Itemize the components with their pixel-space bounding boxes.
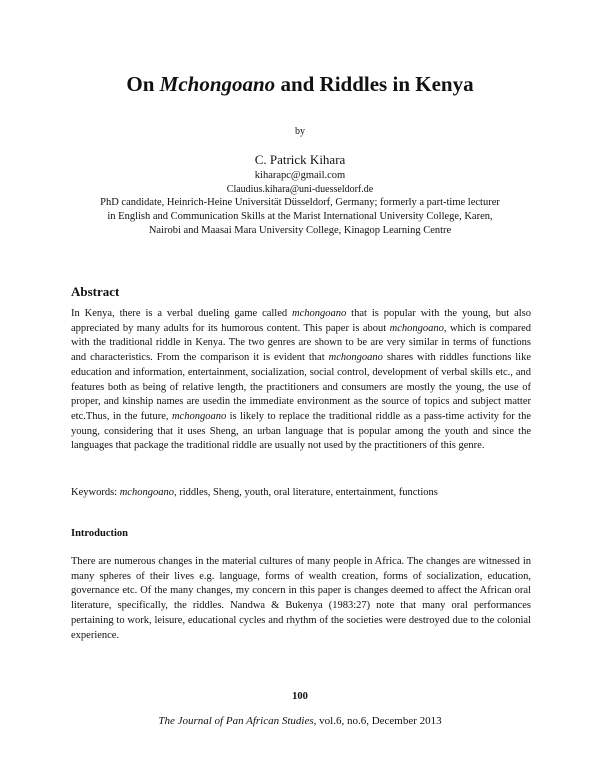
keywords-italic: mchongoano (119, 487, 174, 498)
introduction-heading: Introduction (71, 528, 128, 539)
affiliation-line: Nairobi and Maasai Mara University College, Kinagop Learning Centre (148, 225, 452, 236)
keywords-line (71, 487, 438, 498)
journal-name: The Journal of Pan African Studies (158, 715, 314, 727)
author-email-secondary[interactable]: Claudius.kihara@uni-duesseldorf.de (226, 184, 374, 195)
title-italic-word: Mchongoano (159, 72, 276, 96)
abstract-text-2: that is popular with the young, but also appreciated by many adults for its humorous content. This paper is about (71, 308, 531, 334)
affiliation-line: PhD candidate, Heinrich-Heine Universität Düsseldorf, Germany; formerly a part-time lecturer (100, 197, 500, 208)
abstract-heading: Abstract (71, 284, 120, 299)
abstract-text-5: is likely to replace the traditional riddle as a pass-time activity for the young, considering that it uses Sheng, an urban language that is popular among the youth and since the languages that package the traditional riddle are usually not used by the practitioners of this genre. (71, 410, 531, 452)
abstract-paragraph (71, 307, 531, 454)
paper-title (0, 72, 600, 97)
byline: by (295, 126, 305, 137)
abstract-text-3: , which is compared with the traditional riddle in Kenya. The two genres are shown to be are very similar in terms of functions and characteristics. From the comparison it is evident that (71, 322, 531, 364)
journal-issue: , vol.6, no.6, December 2013 (313, 715, 442, 727)
author-affiliation (0, 196, 600, 238)
introduction-paragraph: There are numerous changes in the material cultures of many people in Africa. The changes are witnessed in many spheres of their lives e.g. language, forms of wealth creation, forms of socialization, education, governance etc. Of the many changes, my concern in this paper is changes deemed to affect the African oral literature, specifically, the riddles. Nandwa & Bukenya (1983:27) note that many oral performances pertaining to work, leisure, educational cycles and rhythm of the societies were destroyed due to the colonial experience. (71, 556, 531, 641)
affiliation-line: in English and Communication Skills at the Marist International University College, Karen, (107, 211, 493, 222)
author-name: C. Patrick Kihara (254, 152, 346, 167)
page-number: 100 (292, 691, 308, 702)
abstract-text-4: shares with riddles functions like education and information, entertainment, socialization, social control, development of verbal skills etc., and features both as being of relative length, the practitioners and consumers are mostly the young, the use of proper, and kinship names are usedin the immediate environment as the source of topics and subject matter etc.Thus, in the future, (71, 352, 532, 422)
keywords-label: Keywords: (71, 487, 120, 498)
abstract-term: mchongoano (328, 352, 383, 364)
author-email-primary[interactable]: kiharapc@gmail.com (254, 170, 346, 181)
journal-footer (0, 715, 600, 727)
keywords-list: , riddles, Sheng, youth, oral literature, entertainment, functions (173, 487, 438, 498)
abstract-text-1: In Kenya, there is a verbal dueling game called (71, 308, 293, 319)
title-prefix: On (126, 72, 160, 96)
abstract-term: mchongoano (389, 322, 444, 334)
title-suffix: and Riddles in Kenya (275, 72, 474, 96)
abstract-term: mchongoano (292, 308, 347, 319)
abstract-term: mchongoano (171, 410, 227, 422)
